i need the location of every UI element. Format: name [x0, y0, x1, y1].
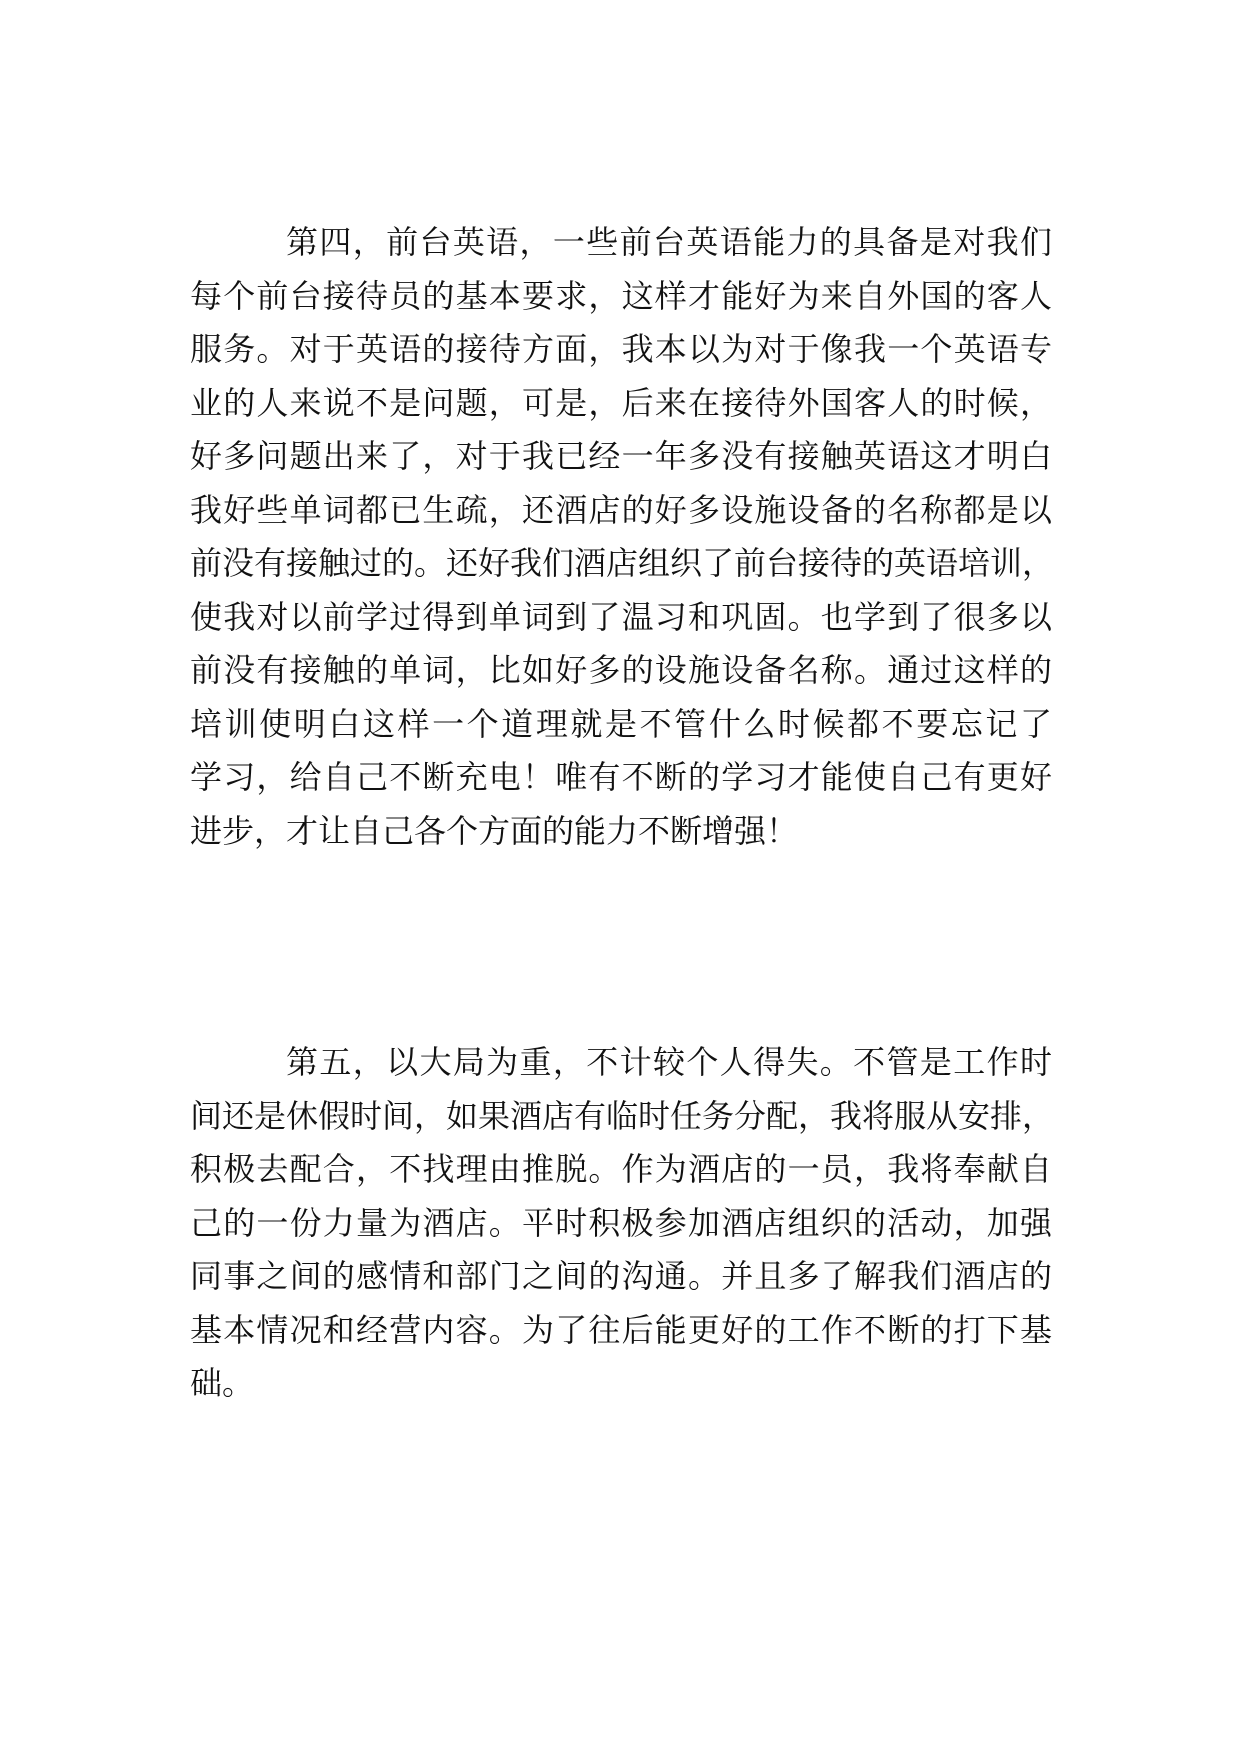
paragraph-line: 基本情况和经营内容。为了往后能更好的工作不断的打下基 — [190, 1310, 1052, 1349]
paragraph-line: 第四，前台英语，一些前台英语能力的具备是对我们 — [286, 223, 1052, 261]
paragraph-line: 前没有接触过的。还好我们酒店组织了前台接待的英语培训， — [190, 544, 1055, 582]
paragraph-line: 使我对以前学过得到单词到了温习和巩固。也学到了很多以 — [190, 597, 1052, 636]
paragraph-line: 间还是休假时间，如果酒店有临时任务分配，我将服从安排， — [190, 1096, 1055, 1135]
paragraph-line: 同事之间的感情和部门之间的沟通。并且多了解我们酒店的 — [190, 1257, 1052, 1295]
paragraph-line: 础。 — [190, 1364, 255, 1402]
paragraph-line: 我好些单词都已生疏，还酒店的好多设施设备的名称都是以 — [190, 490, 1052, 529]
paragraph-line: 前没有接触的单词，比如好多的设施设备名称。通过这样的 — [190, 651, 1052, 689]
paragraph-line: 服务。对于英语的接待方面，我本以为对于像我一个英语专 — [190, 330, 1052, 368]
paragraph-line: 每个前台接待员的基本要求，这样才能好为来自外国的客人 — [190, 276, 1052, 315]
paragraph-big-picture — [190, 1036, 1055, 1411]
paragraph-front-desk-english — [190, 216, 1055, 858]
paragraph-line: 好多问题出来了，对于我已经一年多没有接触英语这才明白 — [190, 437, 1052, 475]
paragraph-line: 业的人来说不是问题，可是，后来在接待外国客人的时候， — [190, 383, 1052, 422]
paragraph-line: 进步，才让自己各个方面的能力不断增强！ — [190, 811, 799, 850]
paragraph-line: 培训使明白这样一个道理就是不管什么时候都不要忘记了 — [190, 704, 1052, 743]
paragraph-line: 学习，给自己不断充电！唯有不断的学习才能使自己有更好 — [190, 758, 1052, 796]
paragraph-line: 积极去配合，不找理由推脱。作为酒店的一员，我将奉献自 — [190, 1150, 1052, 1188]
paragraph-line: 第五，以大局为重，不计较个人得失。不管是工作时 — [286, 1043, 1052, 1081]
paragraph-line: 己的一份力量为酒店。平时积极参加酒店组织的活动，加强 — [190, 1203, 1052, 1242]
